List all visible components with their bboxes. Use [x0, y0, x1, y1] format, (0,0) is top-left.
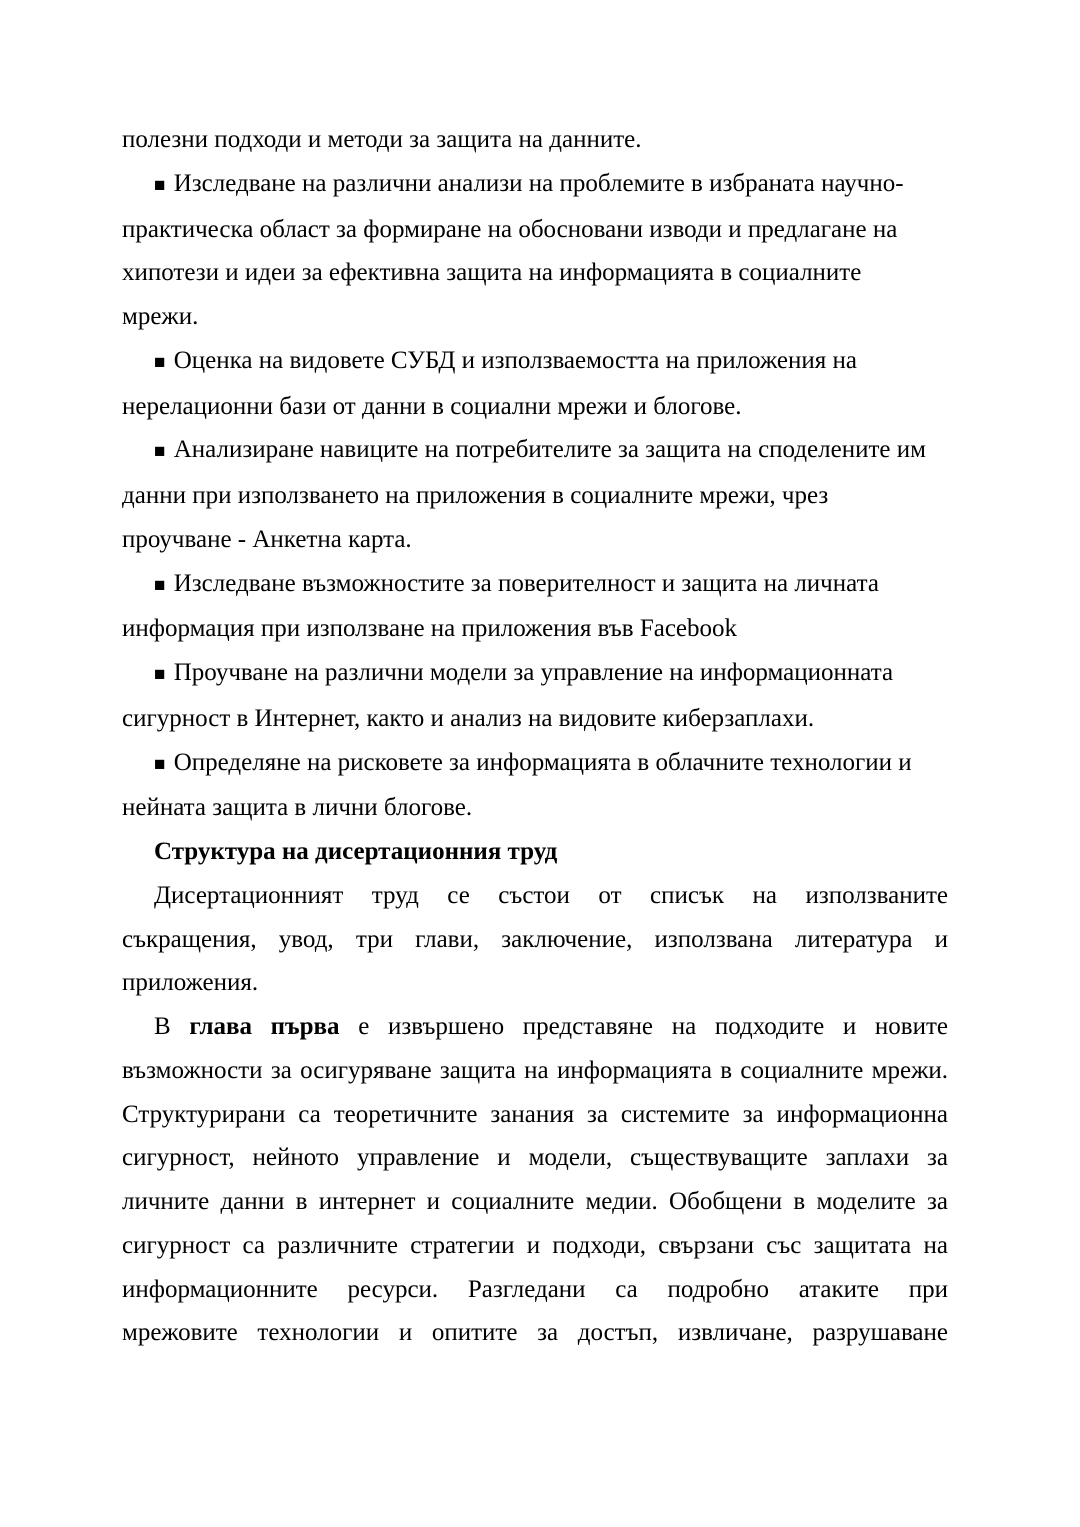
text-line: [122, 562, 948, 608]
text-segment: личните данни в интернет и социалните медии. Обобщени в моделите за: [122, 1188, 948, 1215]
text-line: [122, 918, 948, 962]
bullet-square-icon: ■: [154, 574, 168, 596]
text-line: [122, 339, 948, 385]
text-segment: сигурност са различните стратегии и подходи, свързани със защитата на: [122, 1231, 948, 1259]
text-segment: Дисертационният труд се състои от списък на използваните: [154, 881, 948, 909]
text-line: [122, 1224, 948, 1268]
text-line: [122, 162, 948, 208]
text-segment: В: [154, 1013, 190, 1040]
text-segment: Определяне на рисковете за информацията в облачните технологии и: [167, 748, 912, 776]
bullet-item-5: [122, 651, 948, 741]
section-heading-structure: [122, 830, 948, 874]
text-segment: информация при използване на приложения във Facebook: [122, 615, 738, 643]
text-line: [122, 295, 948, 339]
structure-paragraph: [122, 874, 948, 1005]
text-line: [122, 474, 948, 518]
text-line: [122, 1049, 948, 1093]
text-line: [122, 1311, 948, 1355]
bullet-square-icon: ■: [154, 441, 168, 463]
text-segment: нейната защита в лични блогове.: [122, 794, 473, 822]
text-line: [122, 1093, 948, 1137]
text-segment: е извършено представяне на подходите и новите: [339, 1013, 948, 1040]
text-segment: сигурност, нейното управление и модели, съществуващите заплахи за: [122, 1144, 948, 1172]
bullet-item-4: [122, 562, 948, 652]
text-segment: полезни подходи и методи за защита на данните.: [122, 126, 642, 153]
text-line: [122, 607, 948, 651]
text-column: [122, 118, 948, 1355]
text-segment: възможности за осигуряване защита на информацията в социалните мрежи.: [122, 1056, 948, 1084]
text-line: [122, 118, 948, 162]
text-segment: Анализиране навиците на потребителите за защита на споделените им: [167, 436, 926, 464]
text-segment: Структурирани са теоретичните занания за системите за информационна: [122, 1100, 948, 1128]
bullet-square-icon: ■: [154, 351, 168, 373]
text-segment: информационните ресурси. Разгледани са подробно атаките при: [122, 1275, 948, 1303]
text-line: [122, 1268, 948, 1312]
text-segment: Изследване на различни анализи на проблемите в избраната научно-: [167, 169, 904, 197]
text-segment: Изследване възможностите за поверителност и защита на личната: [167, 569, 879, 597]
text-segment: приложения.: [122, 969, 259, 997]
text-segment: мрежовите технологии и опитите за достъп, извличане, разрушаване: [122, 1319, 948, 1347]
text-line: [122, 1180, 948, 1224]
text-line: [122, 651, 948, 697]
bullet-item-3: [122, 428, 948, 561]
bullet-item-1: [122, 162, 948, 339]
text-segment: Структура на дисертационния труд: [154, 838, 558, 865]
bullet-square-icon: ■: [154, 174, 168, 196]
text-segment: данни при използването на приложения в социалните мрежи, чрез: [122, 482, 829, 509]
text-line: [122, 208, 948, 252]
text-segment: Оценка на видовете СУБД и използваемостта на приложения на: [167, 346, 858, 374]
text-line: [122, 830, 948, 874]
text-segment: проучване - Анкетна карта.: [122, 525, 412, 553]
text-line: [122, 961, 948, 1005]
text-segment: съкращения, увод, три глави, заключение, използвана литература и: [122, 925, 948, 953]
text-line: [122, 428, 948, 474]
text-line: [122, 697, 948, 741]
bullet-square-icon: ■: [154, 753, 168, 775]
text-line: [122, 786, 948, 830]
bullet-item-6: [122, 741, 948, 831]
text-line: [122, 385, 948, 429]
text-segment: нерелационни бази от данни в социални мрежи и блогове.: [122, 392, 742, 420]
text-segment: практическа област за формиране на обосновани изводи и предлагане на: [122, 215, 898, 243]
intro-continuation-paragraph: [122, 118, 948, 162]
text-line: [122, 1136, 948, 1180]
bullet-square-icon: ■: [154, 664, 168, 685]
text-line: [122, 874, 948, 918]
text-segment: Проучване на различни модели за управление на информационната: [167, 659, 894, 686]
text-segment: глава първа: [189, 1013, 340, 1040]
chapter-one-paragraph: [122, 1005, 948, 1355]
text-line: [122, 1005, 948, 1049]
text-segment: сигурност в Интернет, както и анализ на видовите киберзаплахи.: [122, 704, 815, 732]
text-line: [122, 251, 948, 295]
text-segment: хипотези и идеи за ефективна защита на информацията в социалните: [122, 259, 862, 287]
text-line: [122, 518, 948, 562]
text-line: [122, 741, 948, 787]
text-segment: мрежи.: [122, 303, 199, 330]
bullet-item-2: [122, 339, 948, 429]
